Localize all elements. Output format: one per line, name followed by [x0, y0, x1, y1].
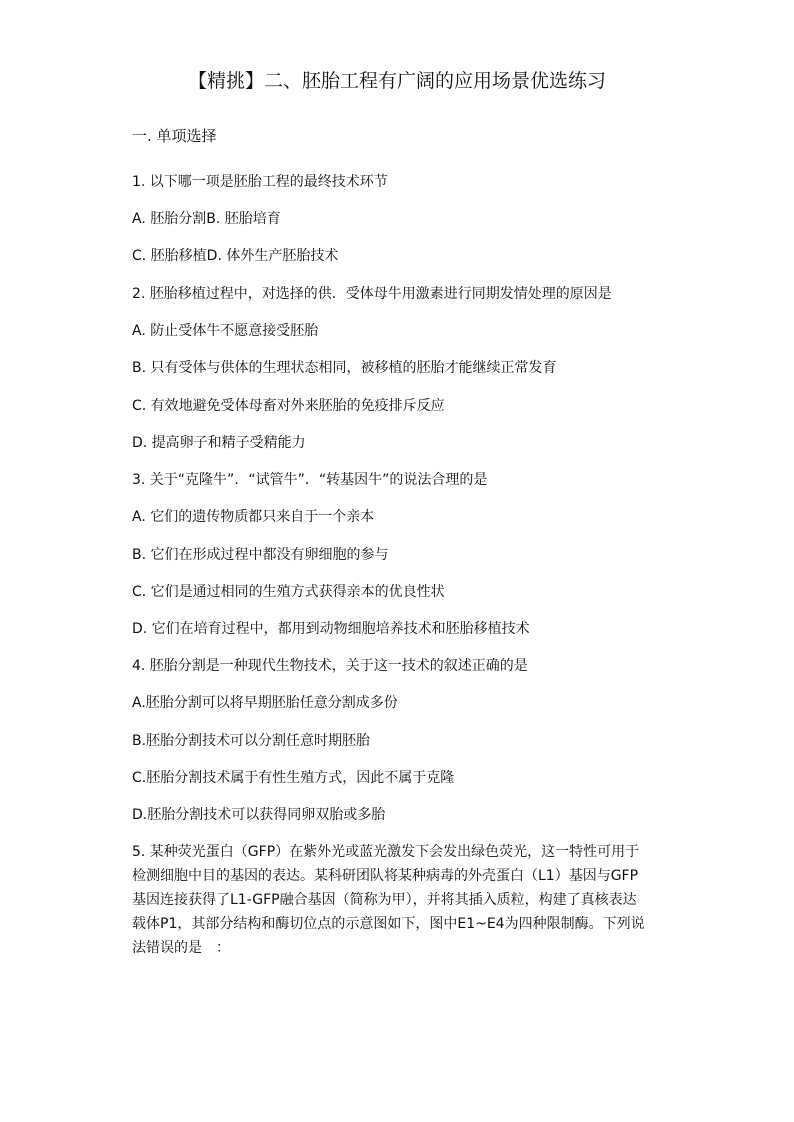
question-5-stem	[132, 840, 664, 960]
question-5-line-4: 载体P1，其部分结构和酶切位点的示意图如下，图中E1~E4为四种限制酶。下列说	[132, 916, 645, 932]
question-3-stem: 3. 关于“克隆牛”．“试管牛”．“转基因牛”的说法合理的是	[132, 472, 488, 488]
question-2-option-d: D. 提高卵子和精子受精能力	[132, 435, 306, 451]
question-4-stem: 4. 胚胎分割是一种现代生物技术，关于这一技术的叙述正确的是	[132, 658, 528, 674]
question-4-option-c: C.胚胎分割技术属于有性生殖方式，因此不属于克隆	[132, 770, 455, 786]
question-3-option-a: A. 它们的遗传物质都只来自于一个亲本	[132, 509, 375, 525]
question-3-option-c: C. 它们是通过相同的生殖方式获得亲本的优良性状	[132, 584, 445, 600]
question-4-option-b: B.胚胎分割技术可以分割任意时期胚胎	[132, 733, 371, 749]
question-5-line-2: 检测细胞中目的基因的表达。某科研团队将某种病毒的外壳蛋白（L1）基因与GFP	[132, 868, 639, 884]
section-heading: 一. 单项选择	[132, 127, 217, 145]
question-5-line-1: 5. 某种荧光蛋白（GFP）在紫外光或蓝光激发下会发出绿色荧光，这一特性可用于	[132, 844, 640, 860]
question-2-stem: 2. 胚胎移植过程中，对选择的供．受体母牛用激素进行同期发情处理的原因是	[132, 286, 612, 302]
question-2-option-b: B. 只有受体与供体的生理状态相同，被移植的胚胎才能继续正常发育	[132, 360, 557, 376]
question-1-option-cd: C. 胚胎移植D. 体外生产胚胎技术	[132, 248, 339, 264]
question-5-line-3: 基因连接获得了L1-GFP融合基因（简称为甲），并将其插入质粒，构建了真核表达	[132, 892, 637, 908]
question-5-line-5: 法错误的是 ：	[132, 940, 230, 956]
question-4-option-a: A.胚胎分割可以将早期胚胎任意分割成多份	[132, 695, 398, 711]
question-1-option-ab: A. 胚胎分割B. 胚胎培育	[132, 211, 281, 227]
document-title: 【精挑】二、胚胎工程有广阔的应用场景优选练习	[187, 70, 606, 92]
question-2-option-a: A. 防止受体牛不愿意接受胚胎	[132, 323, 319, 339]
question-2-option-c: C. 有效地避免受体母畜对外来胚胎的免疫排斥反应	[132, 398, 445, 414]
question-3-option-b: B. 它们在形成过程中都没有卵细胞的参与	[132, 547, 389, 563]
question-1-stem: 1. 以下哪一项是胚胎工程的最终技术环节	[132, 174, 388, 190]
question-4-option-d: D.胚胎分割技术可以获得同卵双胎或多胎	[132, 807, 386, 823]
question-3-option-d: D. 它们在培育过程中，都用到动物细胞培养技术和胚胎移植技术	[132, 621, 530, 637]
